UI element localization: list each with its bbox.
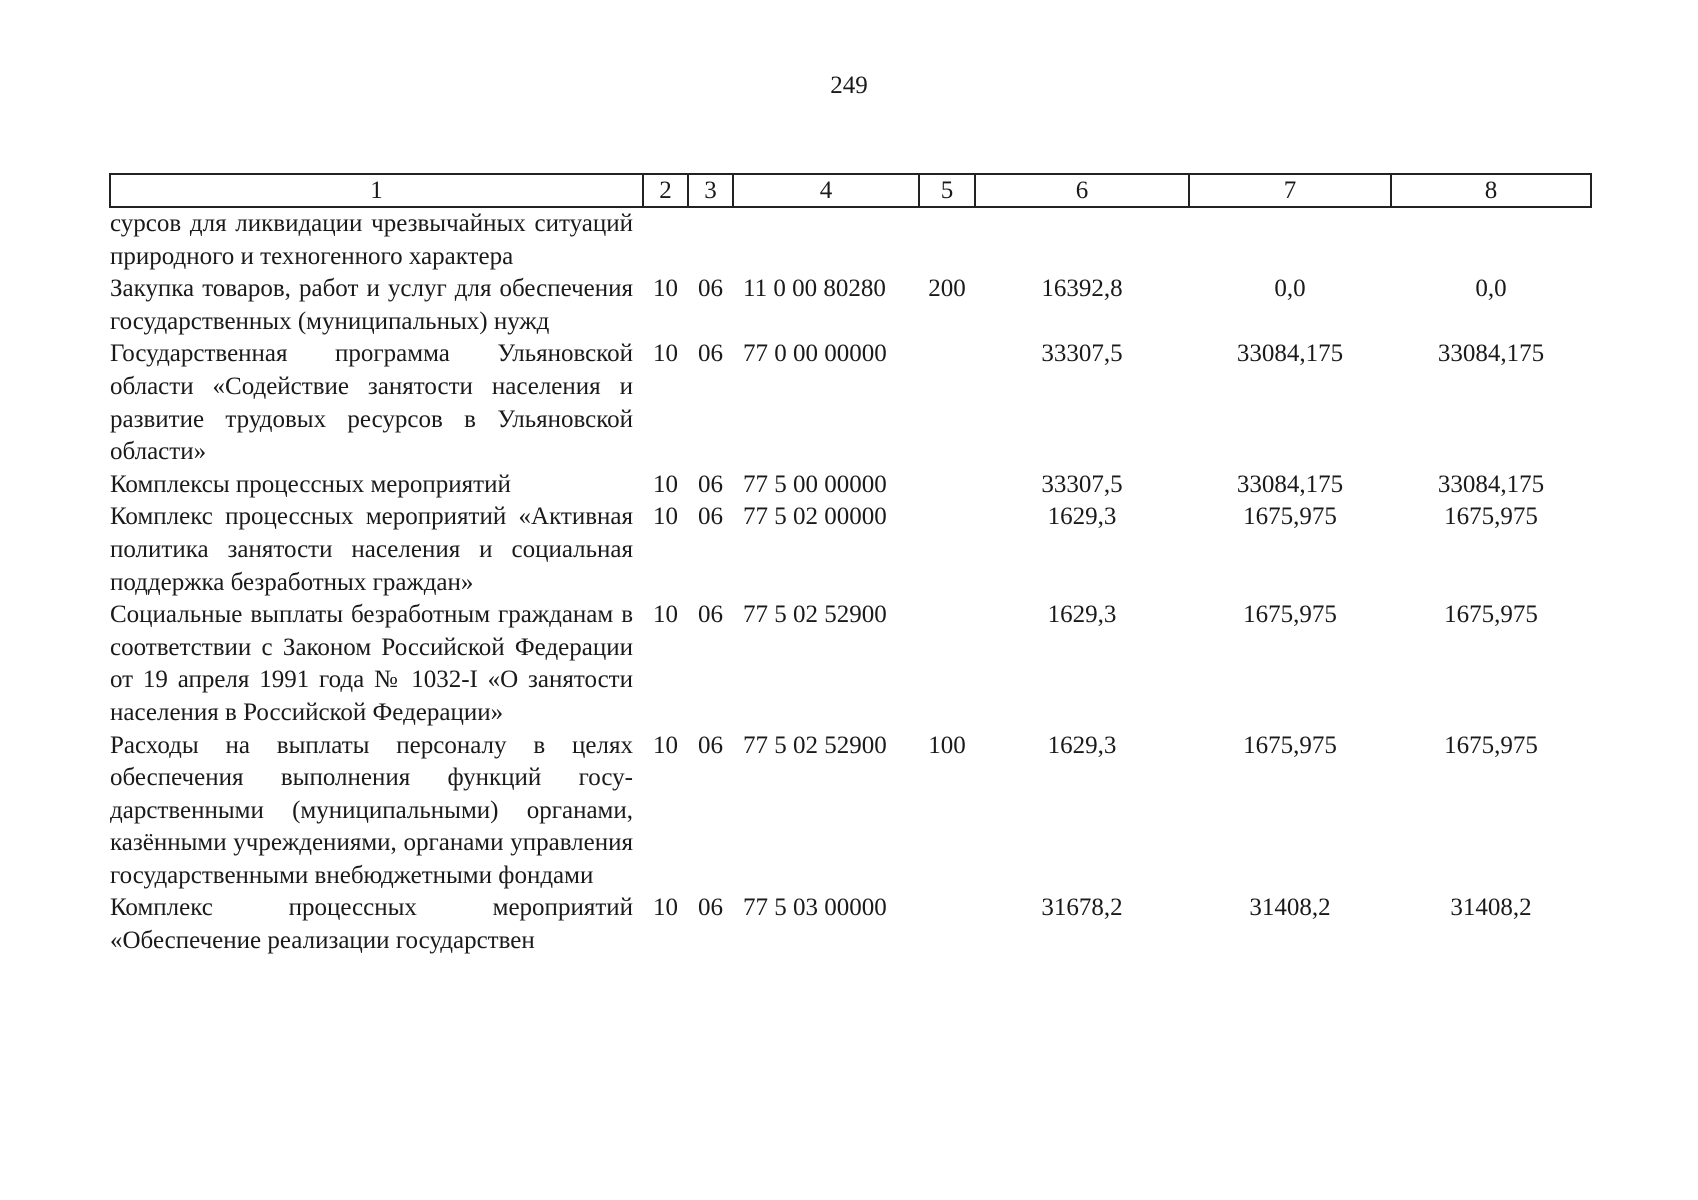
table-row xyxy=(110,273,1591,338)
row-target-code: 11 0 00 80280 xyxy=(743,275,886,303)
table-row xyxy=(110,469,1591,502)
row-amount-col8: 1675,975 xyxy=(1444,503,1538,531)
row-name: Комплекс процессных мероприятий «Активная политика занятости населения и социальная поддержка безработных граждан» xyxy=(110,503,633,596)
row-expense-type xyxy=(919,892,975,957)
row-amount-col8: 31408,2 xyxy=(1450,894,1532,922)
row-amount-col7: 0,0 xyxy=(1274,275,1306,303)
table-header xyxy=(110,174,1591,207)
row-amount-col7: 33084,175 xyxy=(1236,470,1344,498)
row-name: Закупка товаров, работ и услуг для обеспечения государственных (муниципальных) нужд xyxy=(110,275,633,335)
budget-table xyxy=(109,173,1592,958)
row-name: Расходы на выплаты персоналу в целях обеспечения выполнения функций государственными (муниципальными) органами, казёнными учреждениями, органами управления государственными внебюджетными фондами xyxy=(110,731,633,889)
row-amount-col8: 1675,975 xyxy=(1444,601,1538,629)
row-amount-col7: 1675,975 xyxy=(1243,601,1337,629)
row-amount-col7 xyxy=(1189,207,1391,273)
row-amount-col6 xyxy=(975,207,1189,273)
row-amount-col7: 31408,2 xyxy=(1249,894,1331,922)
header-col-8: 8 xyxy=(1391,174,1591,207)
row-amount-col6: 1629,3 xyxy=(1047,503,1117,531)
row-amount-col6: 1629,3 xyxy=(1047,731,1117,759)
row-expense-type: 200 xyxy=(928,275,966,303)
row-subsection: 06 xyxy=(698,601,723,629)
row-name: Комплексы процессных мероприятий xyxy=(110,470,511,498)
row-subsection: 06 xyxy=(698,731,723,759)
header-col-6: 6 xyxy=(975,174,1189,207)
row-expense-type xyxy=(919,338,975,468)
row-expense-type xyxy=(919,469,975,502)
header-col-2: 2 xyxy=(643,174,688,207)
row-subsection: 06 xyxy=(698,503,723,531)
row-amount-col6: 16392,8 xyxy=(1041,275,1123,303)
row-name: Социальные выплаты безработным гражданам в соответствии с Законом Российской Федерации от 19 апреля 1991 года № 1032-I «О занятости населения в Российской Федерации» xyxy=(110,601,633,726)
row-expense-type xyxy=(919,207,975,273)
row-name: Комплекс процессных мероприятий «Обеспечение реализации государствен xyxy=(110,894,633,955)
row-amount-col7: 1675,975 xyxy=(1243,731,1337,759)
row-target-code: 77 5 02 00000 xyxy=(743,503,887,531)
row-target-code: 77 5 02 52900 xyxy=(743,601,887,629)
row-section: 10 xyxy=(653,731,678,759)
table-row xyxy=(110,501,1591,599)
table-body xyxy=(110,207,1591,958)
row-section: 10 xyxy=(653,894,678,922)
row-section: 10 xyxy=(653,470,678,498)
row-subsection: 06 xyxy=(698,275,723,303)
row-section: 10 xyxy=(653,340,678,368)
row-subsection xyxy=(688,207,733,273)
table-row xyxy=(110,599,1591,729)
page-number: 249 xyxy=(830,72,868,99)
header-row xyxy=(110,174,1591,207)
table-row xyxy=(110,730,1591,893)
row-amount-col7: 33084,175 xyxy=(1236,340,1344,368)
row-amount-col6: 31678,2 xyxy=(1041,894,1123,922)
header-col-3: 3 xyxy=(688,174,733,207)
row-section xyxy=(643,207,688,273)
row-section: 10 xyxy=(653,275,678,303)
header-col-7: 7 xyxy=(1189,174,1391,207)
table-row xyxy=(110,207,1591,273)
row-section: 10 xyxy=(653,503,678,531)
row-expense-type: 100 xyxy=(928,731,966,759)
row-amount-col8: 1675,975 xyxy=(1444,731,1538,759)
row-section: 10 xyxy=(653,601,678,629)
row-amount-col8: 33084,175 xyxy=(1437,340,1545,368)
row-expense-type xyxy=(919,599,975,729)
row-expense-type xyxy=(919,501,975,599)
row-amount-col6: 33307,5 xyxy=(1041,340,1123,368)
row-target-code: 77 5 03 00000 xyxy=(743,894,887,922)
row-name: сурсов для ликвидации чрезвычайных ситуаций природного и техногенного характера xyxy=(110,210,633,270)
header-col-1: 1 xyxy=(110,174,643,207)
row-target-code xyxy=(733,207,919,273)
row-subsection: 06 xyxy=(698,340,723,368)
row-target-code: 77 5 00 00000 xyxy=(743,470,887,498)
row-amount-col8: 0,0 xyxy=(1475,275,1507,303)
row-amount-col6: 1629,3 xyxy=(1047,601,1117,629)
row-amount-col8 xyxy=(1391,207,1591,273)
row-subsection: 06 xyxy=(698,894,723,922)
row-target-code: 77 0 00 00000 xyxy=(743,340,887,368)
header-col-4: 4 xyxy=(733,174,919,207)
header-col-5: 5 xyxy=(919,174,975,207)
row-amount-col6: 33307,5 xyxy=(1041,470,1123,498)
row-name: Государственная программа Ульяновской области «Содействие занятости населения и развитие трудовых ресурсов в Ульяновской области» xyxy=(110,340,633,466)
row-amount-col7: 1675,975 xyxy=(1243,503,1337,531)
table-row xyxy=(110,338,1591,468)
row-subsection: 06 xyxy=(698,470,723,498)
table-row xyxy=(110,892,1591,957)
row-target-code: 77 5 02 52900 xyxy=(743,731,887,759)
row-amount-col8: 33084,175 xyxy=(1437,470,1545,498)
